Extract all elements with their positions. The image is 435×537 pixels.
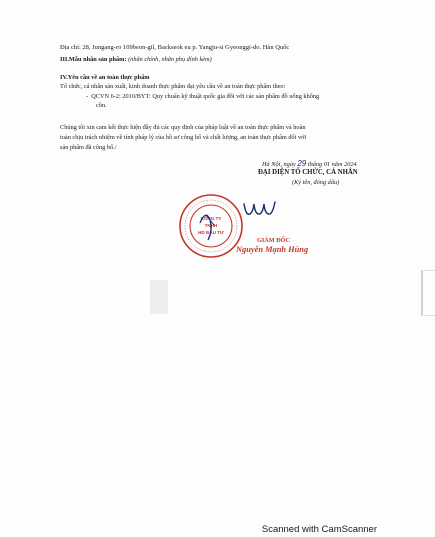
section3-title: III.Mẫu nhãn sản phẩm: bbox=[60, 56, 127, 63]
representative-note: (Ký tên, đóng dấu) bbox=[292, 179, 340, 186]
bullet-dash-icon: - bbox=[86, 93, 92, 100]
position-title: GIÁM ĐỐC bbox=[257, 237, 290, 244]
date-prefix: Hà Nội, ngày bbox=[262, 161, 296, 168]
address-line: Địa chỉ: 28, Jungang-ro 109beon-gil, Backseok eu p. Yangju-si Gyeonggi-do. Hàn Quốc bbox=[60, 44, 290, 51]
section3-heading bbox=[60, 56, 212, 64]
section3-note: (nhãn chính, nhãn phụ đính kèm) bbox=[128, 56, 212, 63]
commitment-line-2: toàn chịu trách nhiệm về tính pháp lý của hồ sơ công bố và chất lượng, an toàn thực phẩm đối với bbox=[60, 134, 307, 141]
representative-title: ĐẠI DIỆN TỔ CHỨC, CÁ NHÂN bbox=[258, 169, 358, 176]
date-year-label: năm bbox=[331, 161, 343, 168]
date-year: 2024 bbox=[344, 161, 357, 168]
section4-intro: Tổ chức, cá nhân sản xuất, kinh doanh thực phẩm đạt yêu cầu về an toàn thực phẩm theo: bbox=[60, 83, 286, 90]
bullet-item bbox=[86, 93, 319, 101]
stamp-line-3: HD ĐẦU TƯ bbox=[198, 230, 224, 235]
commitment-line-3: sản phẩm đã công bố./ bbox=[60, 144, 117, 151]
date-month: 01 bbox=[323, 161, 331, 168]
date-day: 29 bbox=[297, 159, 307, 168]
commitment-line-1: Chúng tôi xin cam kết thực hiện đầy đủ các quy định của pháp luật về an toàn thực phẩm và hoàn bbox=[60, 124, 306, 131]
bullet-line-1: QCVN 6-2: 2010/BYT: Quy chuẩn kỹ thuật quốc gia đối với các sản phẩm đồ uống không bbox=[91, 93, 320, 100]
date-month-label: tháng bbox=[307, 161, 323, 168]
scan-shadow bbox=[150, 280, 168, 314]
section4-title: IV.Yêu cầu về an toàn thực phẩm bbox=[60, 74, 150, 81]
stamp-line-1: CÔNG TY bbox=[200, 216, 222, 221]
bullet-line-2: cồn. bbox=[96, 102, 107, 109]
stamp-line-2: TNHH bbox=[204, 223, 218, 228]
scanner-watermark: Scanned with CamScanner bbox=[261, 524, 377, 535]
signature-mark bbox=[242, 200, 282, 220]
signer-name: Nguyễn Mạnh Hùng bbox=[236, 245, 309, 254]
company-stamp bbox=[178, 193, 244, 259]
date-line bbox=[262, 160, 357, 169]
page-edge-mark bbox=[421, 270, 435, 316]
